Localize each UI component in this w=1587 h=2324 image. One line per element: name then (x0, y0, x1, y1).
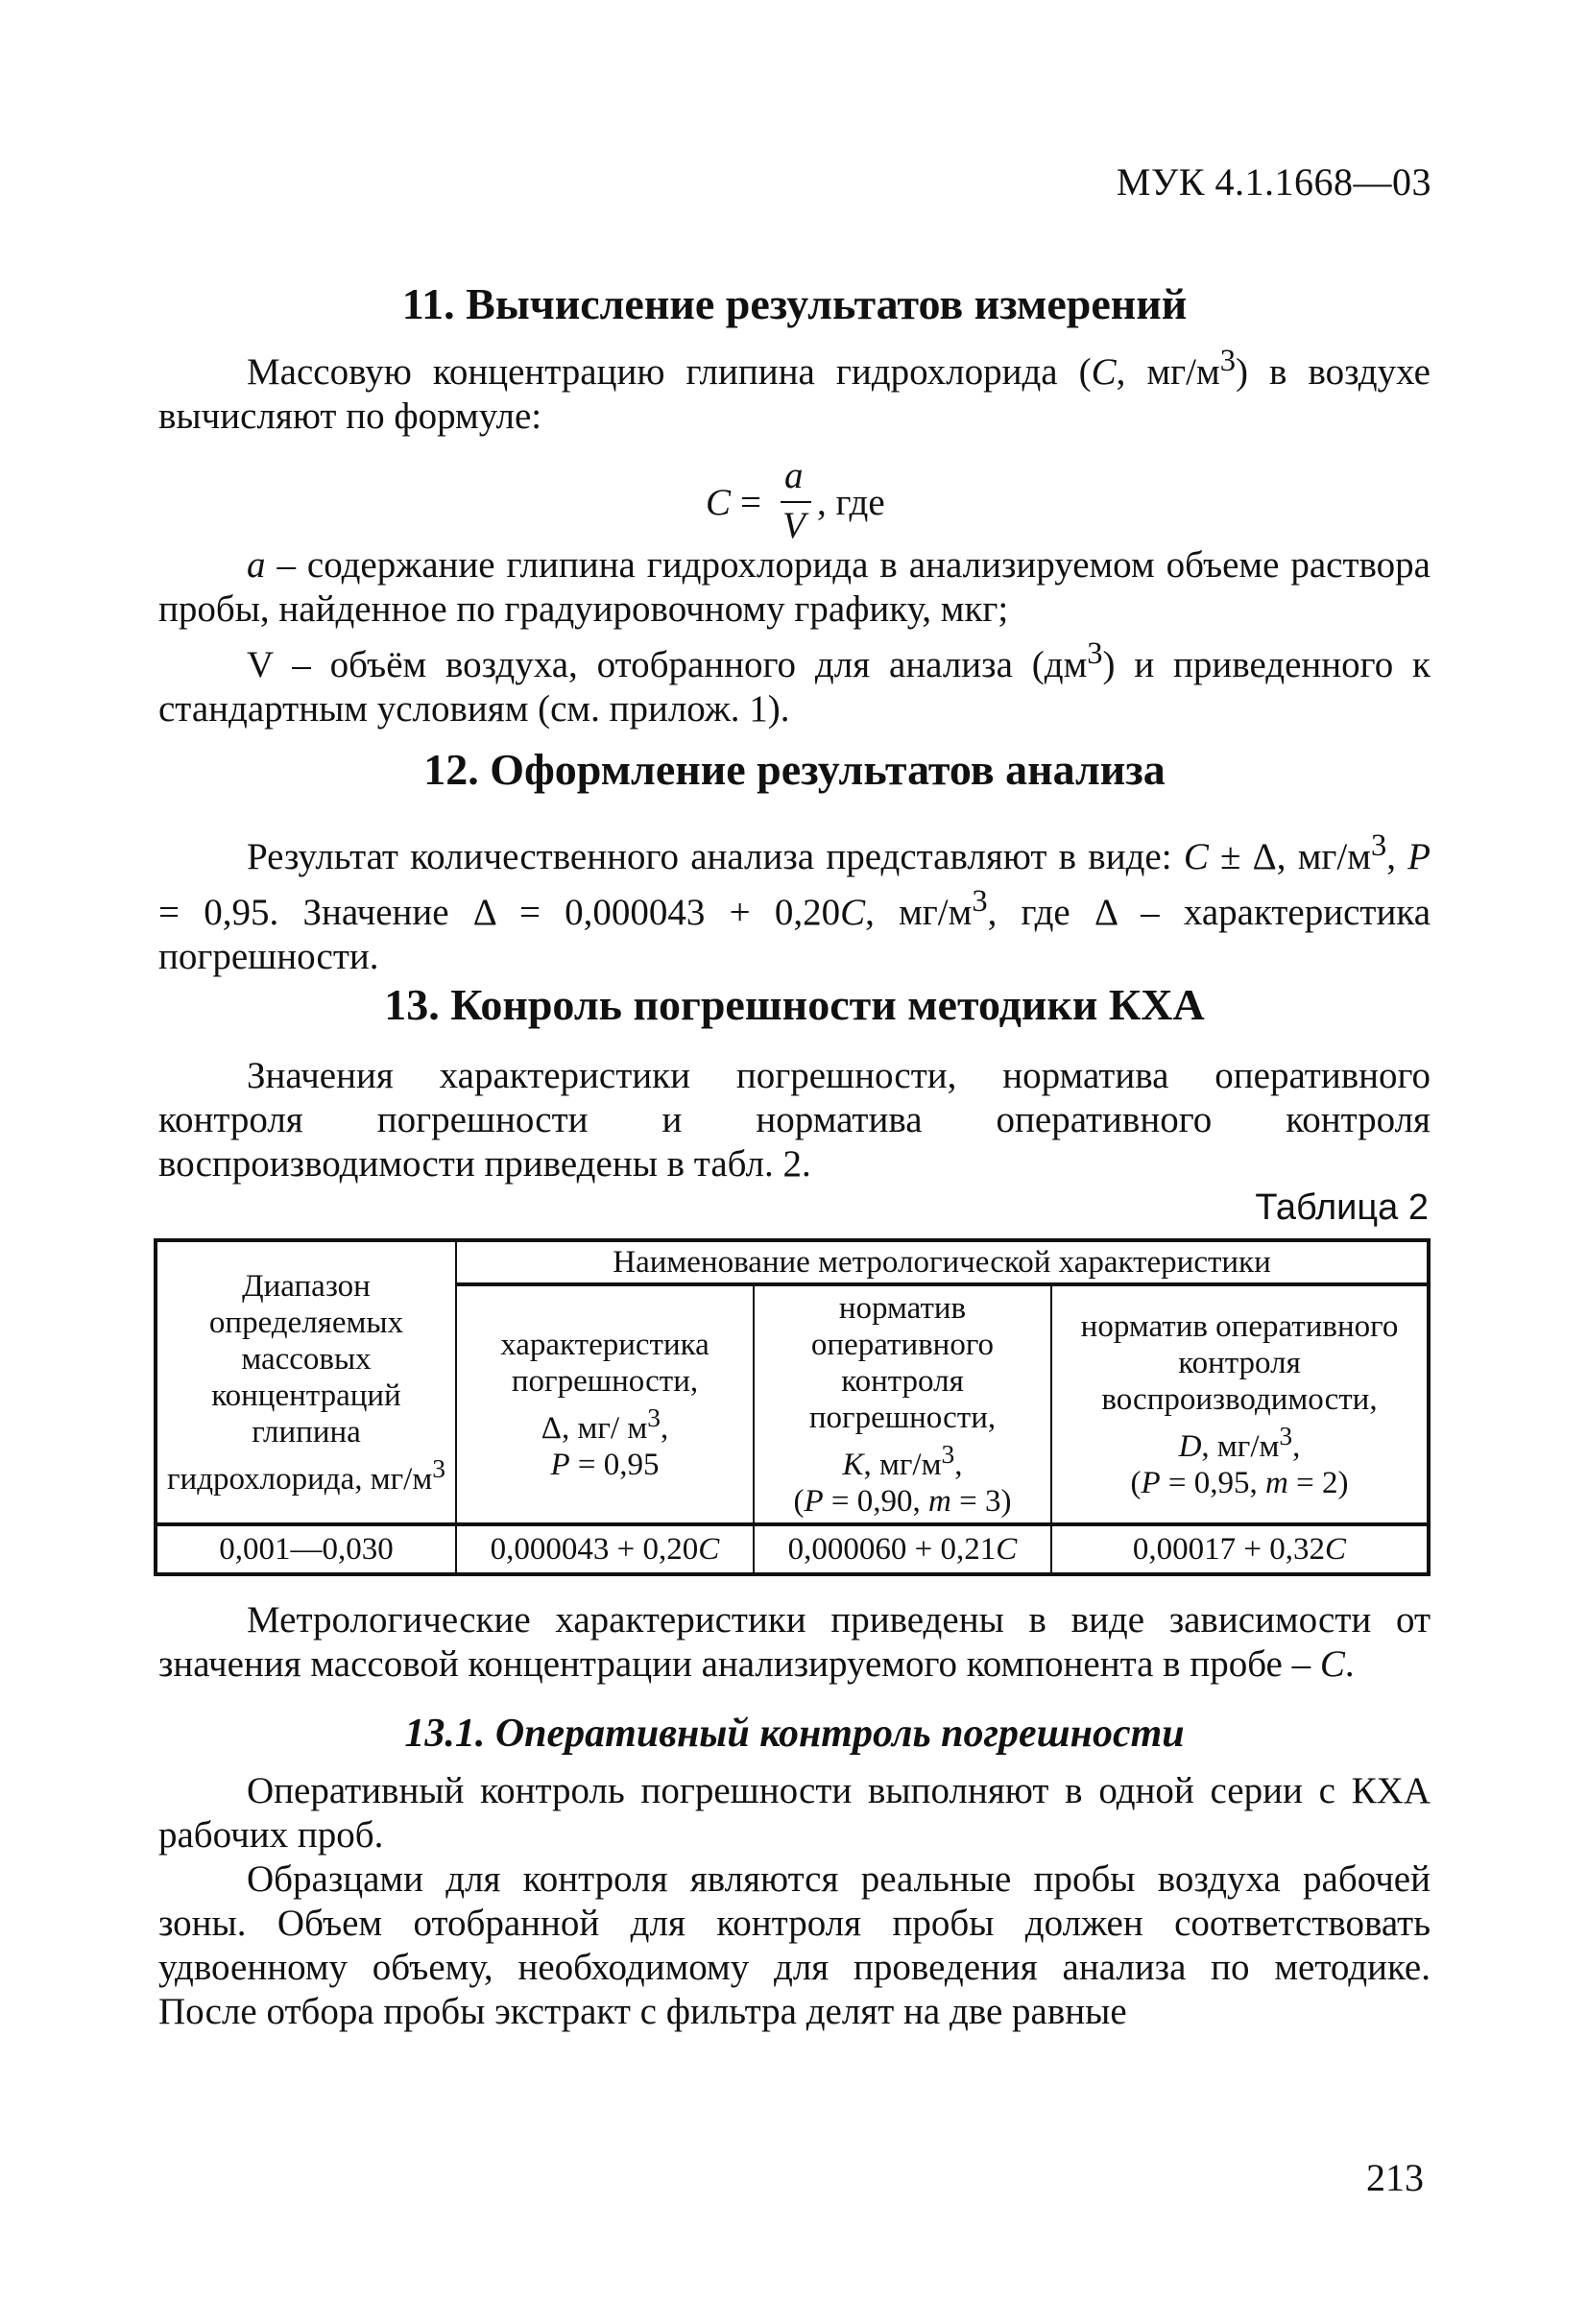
fraction-bar (781, 501, 811, 503)
cell-error-characteristic: 0,000043 + 0,20C (456, 1524, 754, 1574)
page-number: 213 (1366, 2156, 1424, 2199)
section-13-1-para-1: Оперативный контроль погрешности выполняют в одной серии с КХА рабочих проб. (158, 1770, 1431, 1856)
definition-a: a – содержание глипина гидрохлорида в анализируемом объеме раствора пробы, найденное по градуировочному графику, мкг; (158, 544, 1431, 630)
header-group: Наименование метрологической характеристики (456, 1240, 1429, 1284)
after-table-text: Метрологические характеристики приведены в виде зависимости от значения массовой концентрации анализируемого компонента в пробе – C. (158, 1599, 1431, 1685)
formula-numerator: a (784, 455, 804, 496)
header-error-characteristic: характеристика погрешности, Δ, мг/ $м^3$, P = 0,95 (456, 1284, 754, 1524)
formula-lhs: C (706, 482, 732, 523)
cell-reproducibility-control: 0,00017 + 0,32C (1051, 1524, 1429, 1574)
section-13-1-para-2: Образцами для контроля являются реальные пробы воздуха рабочей зоны. Объем отобранной для контроля пробы должен соответствовать удвоенному объему, необходимому для проведения анализа по методике. После отбора пробы экстракт с фильтра делят на две равные (158, 1858, 1431, 2032)
cell-operational-control: 0,000060 + 0,21C (754, 1524, 1051, 1574)
section-11-intro: Массовую концентрацию глипина гидрохлорида (C, $мг/м^3$) в воздухе вычисляют по формуле: (158, 344, 1431, 437)
table-row (156, 1524, 1429, 1574)
concentration-formula (706, 455, 994, 554)
header-reproducibility-control: норматив оперативного контроля воспроизводимости, D, $мг/м^3$, (P = 0,95, m = 2) (1051, 1284, 1429, 1524)
cell-range: 0,001—0,030 (156, 1524, 456, 1574)
section-12-title: 12. Оформление результатов анализа (423, 745, 1166, 794)
formula-where: , где (817, 482, 885, 523)
formula-denominator: V (782, 505, 806, 546)
section-12-text: Результат количественного анализа представляют в виде: C ± Δ, $мг/м^3$, P = 0,95. Значение Δ = 0,000043 + 0,20C, $мг/м^3$, где Δ – характеристика погрешности. (158, 828, 1431, 977)
document-code: МУК 4.1.1668—03 (1116, 160, 1431, 204)
header-operational-control: норматив оперативного контроля погрешности, K, $мг/м^3$, (P = 0,90, m = 3) (754, 1284, 1051, 1524)
section-13-intro: Значения характеристики погрешности, норматива оперативного контроля погрешности и норматива оперативного контроля воспроизводимости приведены в табл. 2. (158, 1055, 1431, 1185)
table-caption: Таблица 2 (1255, 1187, 1429, 1228)
section-11-title: 11. Вычисление результатов измерений (401, 279, 1188, 328)
section-13-1-title: 13.1. Оперативный контроль погрешности (404, 1712, 1185, 1756)
header-range: Диапазон определяемых массовых концентраций глипина гидрохлорида, $мг/м^3$ (156, 1240, 456, 1524)
section-13-title: 13. Конроль погрешности методики КХА (384, 980, 1205, 1029)
definition-v: V – объём воздуха, отобранного для анализа $(дм^3)$ и приведенного к стандартным условиям (см. прилож. 1). (158, 636, 1431, 730)
metrology-table (154, 1238, 1431, 1576)
formula-equals: = (740, 482, 761, 523)
